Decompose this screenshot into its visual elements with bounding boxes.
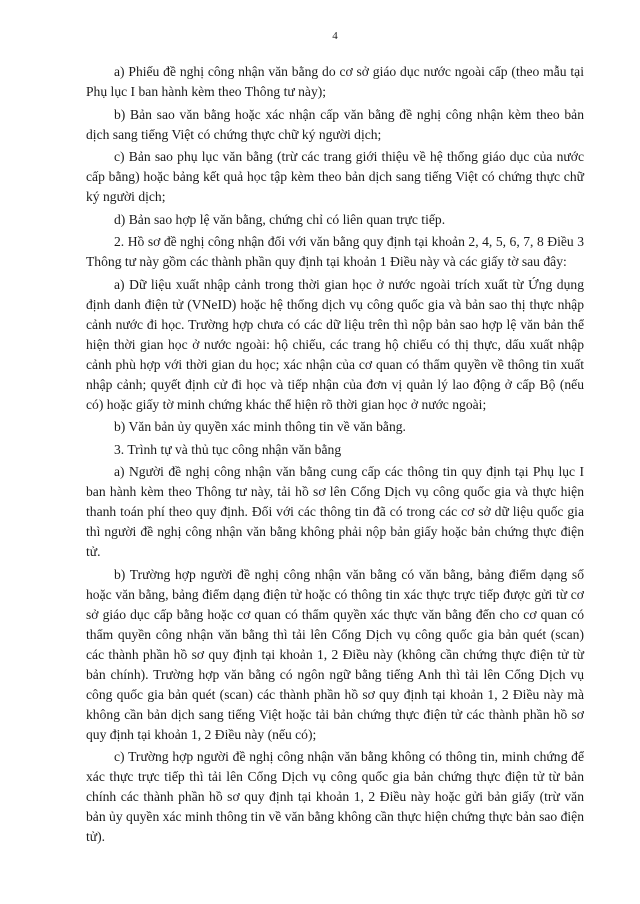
- paragraph-3-procedure-heading: 3. Trình tự và thủ tục công nhận văn bằng: [114, 441, 342, 457]
- paragraph-1b-degree-copy: b) Bản sao văn bằng hoặc xác nhận cấp văn bằng đề nghị công nhận kèm theo bản dịch sang tiếng Việt có chứng thực chữ ký người dịch;: [86, 106, 584, 142]
- paragraph-1c-transcript-copy: c) Bản sao phụ lục văn bằng (trừ các trang giới thiệu về hệ thống giáo dục của nước cấp bằng) hoặc bảng kết quả học tập kèm theo bản dịch sang tiếng Việt có chứng thực chữ ký người dịch;: [86, 149, 584, 204]
- paragraph-2-dossier: 2. Hồ sơ đề nghị công nhận đối với văn bằng quy định tại khoản 2, 4, 5, 6, 7, 8 Điều 3 Thông tư này gồm các thành phần quy định tại khoản 1 Điều này và các giấy tờ sau đây:: [86, 234, 584, 269]
- page-number: 4: [332, 30, 338, 42]
- paragraph-3b-digital-degree: b) Trường hợp người đề nghị công nhận văn bằng có văn bằng, bảng điểm dạng số hoặc văn bằng, bảng điểm dạng điện tử hoặc có thông tin xác thực trực tiếp được gửi từ cơ sở giáo dục cấp bằng hoặc cơ quan có thẩm quyền xác thực văn bằng đến cho cơ quan có thẩm quyền công nhận văn bằng thì tải lên Cổng Dịch vụ công quốc gia bản quét (scan) các thành phần hồ sơ quy định tại khoản 1, 2 Điều này (không cần chứng thực điện tử từ bản chính). Trường hợp văn bằng có ngôn ngữ bằng tiếng Anh thì tải lên Cổng Dịch vụ công quốc gia bản quét (scan) các thành phần hồ sơ quy định tại khoản 1, 2 Điều này mà không cần bản dịch sang tiếng Việt hoặc tải bản chứng thực điện tử các thành phần hồ sơ quy định tại khoản 1, 2 Điều này (nếu có);: [86, 566, 584, 742]
- paragraph-2a-immigration-data: a) Dữ liệu xuất nhập cảnh trong thời gian học ở nước ngoài trích xuất từ Ứng dụng định danh điện tử (VNeID) hoặc hệ thống dịch vụ công quốc gia và bản sao thị thực nhập cảnh nước đi học. Trường hợp chưa có các dữ liệu trên thì nộp bản sao hợp lệ văn bản thể hiện thời gian học ở nước ngoài: hộ chiếu, các trang hộ chiếu có thị thực, dấu xuất nhập cảnh phù hợp với thời gian du học; xác nhận của cơ quan có thẩm quyền về thông tin xuất nhập cảnh; quyết định cử đi học và tiếp nhận của đơn vị quản lý lao động ở cấp Bộ (nếu có) hoặc giấy tờ minh chứng khác thể hiện rõ thời gian học ở nước ngoài;: [86, 276, 584, 412]
- paragraph-3c-no-verification: c) Trường hợp người đề nghị công nhận văn bằng không có thông tin, minh chứng để xác thực trực tiếp thì tải lên Cổng Dịch vụ công quốc gia bản chứng thực điện tử từ bản chính các thành phần hồ sơ quy định tại khoản 1, 2 Điều này hoặc gửi bản giấy (trừ văn bản ủy quyền xác minh thông tin về văn bằng không cần thực hiện chứng thực bản sao điện tử).: [86, 749, 584, 844]
- paragraph-3a-submission: a) Người đề nghị công nhận văn bằng cung cấp các thông tin quy định tại Phụ lục I ban hành kèm theo Thông tư này, tải hồ sơ lên Cổng Dịch vụ công quốc gia và thực hiện thanh toán phí theo quy định. Đối với các thông tin đã có trong các cơ sở dữ liệu quốc gia thì người đề nghị công nhận văn bằng không phải nộp bản giấy hoặc bản chứng thực điện tử.: [86, 464, 584, 559]
- paragraph-1a-application-form: a) Phiếu đề nghị công nhận văn bằng do cơ sở giáo dục nước ngoài cấp (theo mẫu tại Phụ lục I ban hành kèm theo Thông tư này);: [86, 64, 584, 99]
- paragraph-1d-certificates: d) Bản sao hợp lệ văn bằng, chứng chỉ có liên quan trực tiếp.: [114, 211, 446, 227]
- paragraph-2b-authorization: b) Văn bản ủy quyền xác minh thông tin về văn bằng.: [114, 419, 406, 434]
